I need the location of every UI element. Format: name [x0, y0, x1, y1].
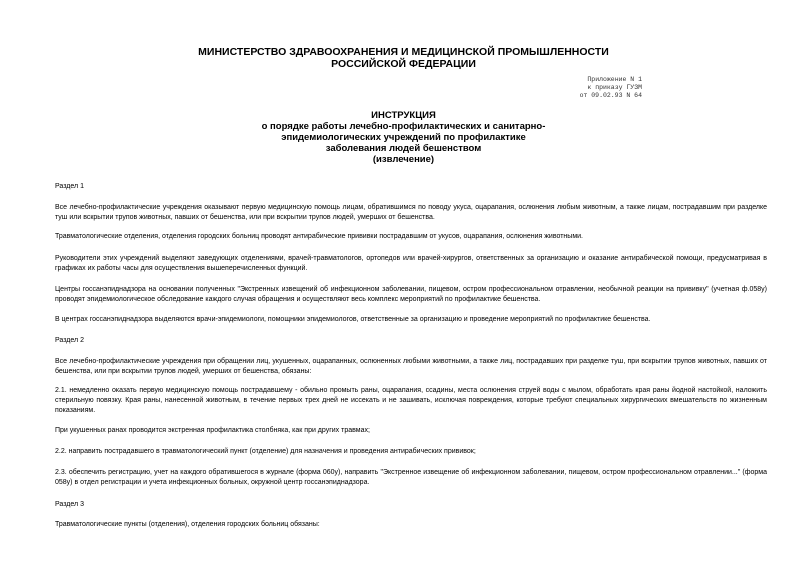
ministry-title-line1: МИНИСТЕРСТВО ЗДРАВООХРАНЕНИЯ И МЕДИЦИНСКОЙ ПРОМЫШЛЕННОСТИ [198, 46, 609, 58]
section-2-heading: Раздел 2 [55, 337, 84, 344]
section-3-heading: Раздел 3 [55, 501, 84, 508]
paragraph-4: Центры госсанэпиднадзора на основании полученных "Экстренных извещений об инфекционном заболевании, пищевом, остром профессиональном отравлении, необычной реакции на прививку" (учетная ф.058у) проводят эпидемиологическое обследование каждого случая обращения и осуществляют весь комплекс мероприятий по профилактике бешенства. [55, 286, 767, 303]
paragraph-3: Руководители этих учреждений выделяют заведующих отделениями, врачей-травматологов, ортопедов или врачей-хирургов, ответственных за организацию и оказание антирабической помощи, предусматривая в графиках их работы часы для осуществления вышеперечисленных функций. [55, 255, 767, 272]
appendix-line2: к приказу ГУЗМ [587, 84, 642, 91]
instruction-title: ИНСТРУКЦИЯ [371, 110, 436, 121]
instruction-subtitle-line2: эпидемиологических учреждений по профилактике [281, 132, 526, 143]
paragraph-6: Все лечебно-профилактические учреждения при обращении лиц, укушенных, оцарапанных, ослюненных любыми животными, а также лиц, пострадавших при разделке туш, при вскрытии трупов животных, павших от бешенства, или при вскрытии трупов людей, умерших от бешенства, обязаны: [55, 358, 767, 375]
paragraph-10: 2.3. обеспечить регистрацию, учет на каждого обратившегося в журнале (форма 060у), направить "Экстренное извещение об инфекционном заболевании, пищевом, остром профессиональном отравлении..." (форма 058у) в отдел регистрации и учета инфекционных больных, окружной центр госсанэпиднадзора. [55, 469, 767, 486]
section-1-heading: Раздел 1 [55, 183, 84, 190]
instruction-subtitle-line1: о порядке работы лечебно-профилактических и санитарно- [261, 121, 546, 132]
ministry-title-line2: РОССИЙСКОЙ ФЕДЕРАЦИИ [331, 58, 476, 70]
appendix-line1: Приложение N 1 [587, 76, 642, 83]
paragraph-1: Все лечебно-профилактические учреждения оказывают первую медицинскую помощь лицам, обратившимся по поводу укуса, оцарапания, ослюнения любым животным, а также лицам, пострадавшим при разделке туш или вскрытии трупов животных, павших от бешенства, или при вскрытии трупов людей, умерших от бешенства. [55, 204, 767, 221]
appendix-line3: от 09.02.93 N 64 [579, 92, 642, 99]
instruction-subtitle-extract: (извлечение) [372, 154, 435, 165]
instruction-subtitle-line3: заболевания людей бешенством [325, 143, 482, 154]
paragraph-9: 2.2. направить пострадавшего в травматологический пункт (отделение) для назначения и проведения антирабических прививок; [55, 448, 476, 455]
paragraph-2: Травматологические отделения, отделения городских больниц проводят антирабические прививки пострадавшим от укусов, оцарапания, ослюнения животными. [55, 233, 583, 240]
paragraph-11: Травматологические пункты (отделения), отделения городских больниц обязаны: [55, 521, 320, 528]
appendix-note [580, 76, 642, 100]
paragraph-8: При укушенных ранах проводится экстренная профилактика столбняка, как при других травмах; [55, 427, 370, 434]
paragraph-7: 2.1. немедленно оказать первую медицинскую помощь пострадавшему - обильно промыть раны, оцарапания, ссадины, места ослюнения струей воды с мылом, обработать края раны йодной настойкой, наложить стерильную повязку. Края раны, нанесенной животным, в течение первых трех дней не иссекать и не зашивать, исключая повреждения, которые требуют специальных хирургических вмешательств по жизненным показаниям. [55, 387, 767, 414]
paragraph-5: В центрах госсанэпиднадзора выделяются врачи-эпидемиологи, помощники эпидемиологов, ответственные за организацию и проведение мероприятий по профилактике бешенства. [55, 316, 651, 323]
